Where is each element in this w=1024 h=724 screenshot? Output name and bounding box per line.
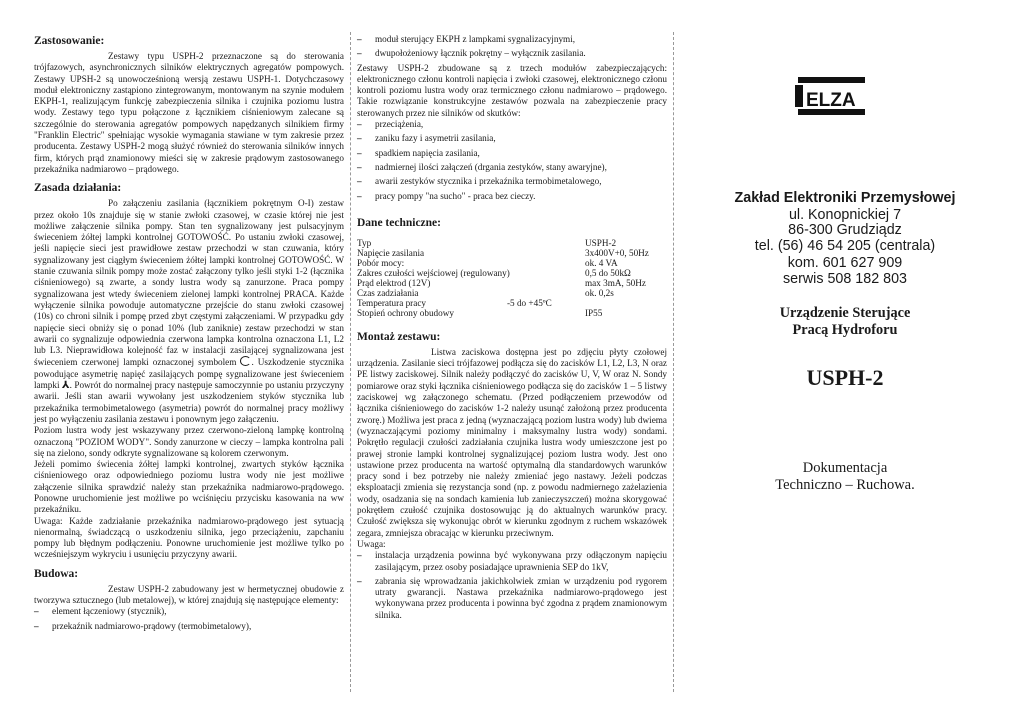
list-item: – zaniku fazy i asymetrii zasilania, [357,133,667,144]
zasada-text-1c: . Powrót do normalnej pracy następuje samoczynnie po ustaniu przyczyny awarii. Jeśli stan awarii wywołany jest uszkodzeniem styków stycznika lub przekaźnika termobimetalowego (asymetria) powrót do normalnej pracy możliwy jest po wyłączeniu zasilania zestawu i ponownym jego załączeniu. [34,380,344,424]
device-title-line-1: Urządzenie Sterujące [779,305,911,321]
zasada-paragraph-2: Poziom lustra wody jest wskazywany przez czerwono-zieloną lampkę kontrolną oznaczoną "POZIOM WODY". Sondy zanurzone w cieczy – lampka kontrolna pali się na zielono, sondy odkryte sygnalizowane są kolorem czerwonym. [34,425,344,458]
uwaga-list [357,550,667,621]
zasada-text-1b: . Uszkodzenie stycznika powodujące asymetrię napięć zasilających pompę sygnalizowane jest świeceniem lampki [34,357,344,391]
zasada-paragraph-4: Uwaga: Każde zadziałanie przekaźnika nadmiarowo-prądowego jest sytuacją nienormalną, świadczącą o uszkodzeniu silnika, jego przeciążeniu, zapchaniu pompy lub błędnym podłączeniu. Ponowne uruchomienie jest możliwe tylko po wcześniejszym wykryciu i usunięciu przyczyny awarii. [34,515,344,560]
section-title-zasada: Zasada działania: [34,182,122,195]
list-item: – dwupołożeniowy łącznik pokrętny – wyłącznik zasilania. [357,48,667,59]
table-row: Temperatura pracy -5 do +45ºC [357,297,552,308]
list-item: – nadmiernej ilości załączeń (drgania zestyków, stany awaryjne), [357,162,667,173]
table-row: Pobór mocy: ok. 4 VA [357,257,618,268]
address-city: 86-300 Grudziądz [788,222,902,238]
budowa-text: Zestaw USPH-2 zabudowany jest w hermetycznej obudowie z tworzywa sztucznego (lub metalowej), w której znajdują się następujące elementy: [34,583,344,606]
phase-order-icon [240,356,251,366]
table-row: Stopień ochrony obudowy IP55 [357,307,603,318]
elza-logo [794,73,866,119]
cover-column [690,0,1000,724]
zastosowanie-text: Zestawy typu USPH-2 przeznaczone są do sterowania trójfazowych, asynchronicznych silników elektrycznych agregatów pompowych. Zestawy UPSH-2 są unowocześnioną wersją zestawu USPH-1. Dotychczasowy moduł elektroniczny zastąpiono zintegrowanym, montowanym na szynie modułem EKPH-1, realizującym funkcję zabezpieczenia silnika i czujnika poziomu lustra wody. Zestawy tego typu połączone z łącznikiem ciśnieniowym zalecane są szczególnie do sterowania agregatów pompowych napędzanych silnikiem firmy "Franklin Electric" spełniając wysokie wymagania stawiane w tym zakresie przez producenta. Zestawy USPH-2 mogą służyć również do sterowania silników innych firm, których prąd znamionowy mieści się w zakresie prądowym zastosowanego przekaźnika nadmiarowo – prądowego. [34,51,344,174]
list-item: – spadkiem napięcia zasilania, [357,148,667,159]
fold-line-left [350,32,351,692]
zasada-text-1a: Po załączeniu zasilania (łącznikiem pokrętnym O-I) zestaw przez około 10s znajduje się w stanie zwłoki czasowej, w czasie której nie jest możliwe załączenie silnika pompy. Stan ten sygnalizowany jest pulsacyjnym świeceniem żółtej lampki kontrolnej GOTOWOŚĆ. Po ustaniu zwłoki czasowej, jeśli napięcie sieci jest prawidłowe zestaw przechodzi w stan czuwania, który sygnalizowany jest ciągłym świeceniem żółtej lampki kontrolnej GOTOWOŚĆ. W stanie czuwania silnik pompy może zostać załączony tylko jeśli styki 1-2 (łącznika ciśnieniowego) są zwarte, a sondy lustra wody są zanurzone. Praca pompy sygnalizowana jest wtedy świeceniem zielonej lampki kontrolnej PRACA. Każde wyłączenie silnika powoduje automatyczne przejście do stanu zwłoki czasowej (10s) co chroni silnik i pompę przed zbyt częstymi załączeniami. W przypadku gdy napięcie sieci obniży się o ponad 10% (lub zaniknie) zestaw przechodzi w stan awarii co sygnalizuje odpowiednia czerwona lampka kontrolna oznaczona L1, L2 lub L3. Nieprawidłowa kolejność faz w instalacji zasilającej sygnalizowana jest świeceniem czerwonej lampki oznaczonej symbolem [34,198,344,368]
section-title-montaz: Montaż zestawu: [357,330,441,343]
list-item: – pracy pompy "na sucho" - praca bez cieczy. [357,191,667,202]
doc-title-line-1: Dokumentacja [802,460,888,476]
device-title-line-2: Pracą Hydroforu [792,322,898,338]
zasada-paragraph-3: Jeżeli pomimo świecenia żółtej lampki kontrolnej, zwartych styków łącznika ciśnieniowego oraz odpowiedniego poziomu lustra wody nie jest możliwe załączenie silnika sprawdzić należy stan przekaźnika nadmiarowo-prądowego. Ponowne uruchomienie jest możliwe po wciśnięciu przycisku kasowania na ww przekaźniku. [34,459,344,515]
model-title: USPH-2 [806,365,884,390]
section-title-budowa: Budowa: [34,567,79,580]
zabezpieczenia-text: Zestawy USPH-2 zbudowane są z trzech modułów zabezpieczających: elektronicznego członu kontroli napięcia i zwłoki czasowej, elektronicznego członu kontroli poziomu lustra wody oraz termicznego członu nadmiarowo – prądowego. Takie rozwiązanie konstrukcyjne zestawów pozwala na zabezpieczenie pracy sterowanych przez nie silników od skutków: [357,62,667,118]
service-number: serwis 508 182 803 [783,271,907,287]
section-title-dane: Dane techniczne: [357,216,441,229]
list-item: – moduł sterujący EKPH z lampkami sygnalizacyjnymi, [357,34,667,45]
list-item: – element łączeniowy (stycznik), [34,606,344,617]
phone-number: tel. (56) 46 54 205 (centrala) [754,238,936,254]
doc-title-line-2: Techniczno – Ruchowa. [775,477,915,493]
list-item: – przeciążenia, [357,119,667,130]
uwaga-label: Uwaga: [357,538,386,549]
table-row: Czas zadziałania ok. 0,2s [357,287,614,298]
table-row: Napięcie zasilania 3x400V+0, 50Hz [357,247,649,258]
spec-table [357,238,657,318]
logo-text: ELZA [806,90,856,111]
budowa-list-continued [357,34,667,60]
list-item: – awarii zestyków stycznika i przekaźnika termobimetalowego, [357,176,667,187]
address-street: ul. Konopnickiej 7 [788,207,902,223]
section-title-zastosowanie: Zastosowanie: [34,35,105,47]
zabezpieczenia-list [357,119,667,202]
list-item: – zabrania się wprowadzania jakichkolwiek zmian w urządzeniu pod rygorem utraty gwarancji. Nastawa przekaźnika nadmiarowo-prądowego jest wykonywana przez producenta i powinna być zgodna z prądem znamionowym silnika. [357,576,667,621]
asymmetry-icon: ⅄ [61,380,70,392]
list-item: – instalacja urządzenia powinna być wykonywana przy odłączonym napięciu zasilającym, przez osoby posiadające uprawnienia SEP do 1kV, [357,550,667,573]
table-row: Zakres czułości wejściowej (regulowany) 0,5 do 50kΩ [357,267,631,278]
montaz-text: Listwa zaciskowa dostępna jest po zdjęciu płyty czołowej urządzenia. Zasilanie sieci trójfazowej podłącza się do zacisków L1, L2, L3, N oraz PE listwy zaciskowej. Silnik należy podłączyć do zacisków U, V, W oraz N. Sondy pomiarowe oraz styki łącznika ciśnieniowego podłącza się do zacisków 1 – 5 listwy zaciskowej wg załączonego schematu. (Przed podłączeniem przewodów od łącznika ciśnieniowego do zacisków 1-2 należy usunąć założoną przez producenta zworę.) Możliwa jest praca z jedną (wyznaczającą poziom lustra wody) lub dwiema (wyznaczającymi poziomy minimalny i maksymalny lustra wody) sondami. Pokrętło regulacji czułości zadziałania czujnika lustra wody umieszczone jest po prawej stronie lampki kontrolnej sygnalizującej poziom lustra wody. Jest ono ustawione przez producenta na wartość optymalną dla standardowych warunków pracy sond i bez potrzeby nie należy zmieniać jego nastawy. Jeżeli podczas eksploatacji zmienia się rezystancja sond (np. z powodu nadmiernego zażelazienia wody, osadzania się na sondach kamienia lub zanieczyszczeń) można skorygować pokrętłem czułość czujnika dostosowując ją do aktualnych warunków pracy. Czułość zwiększa się wykonując obrót w kierunku zgodnym z ruchem wskazówek zegara, zmniejsza obracając w kierunku przeciwnym. [357,346,667,538]
left-column [34,34,344,635]
budowa-list [34,606,344,632]
list-item: – przekaźnik nadmiarowo-prądowy (termobimetalowy), [34,621,344,632]
fold-line-right [673,32,674,692]
company-name: Zakład Elektroniki Przemysłowej [734,190,956,206]
zasada-paragraph-1 [34,198,344,425]
table-row: Prąd elektrod (12V) max 3mA, 50Hz [357,277,646,288]
table-row: Typ USPH-2 [357,237,617,248]
mobile-number: kom. 601 627 909 [787,255,903,271]
middle-column [357,34,667,624]
